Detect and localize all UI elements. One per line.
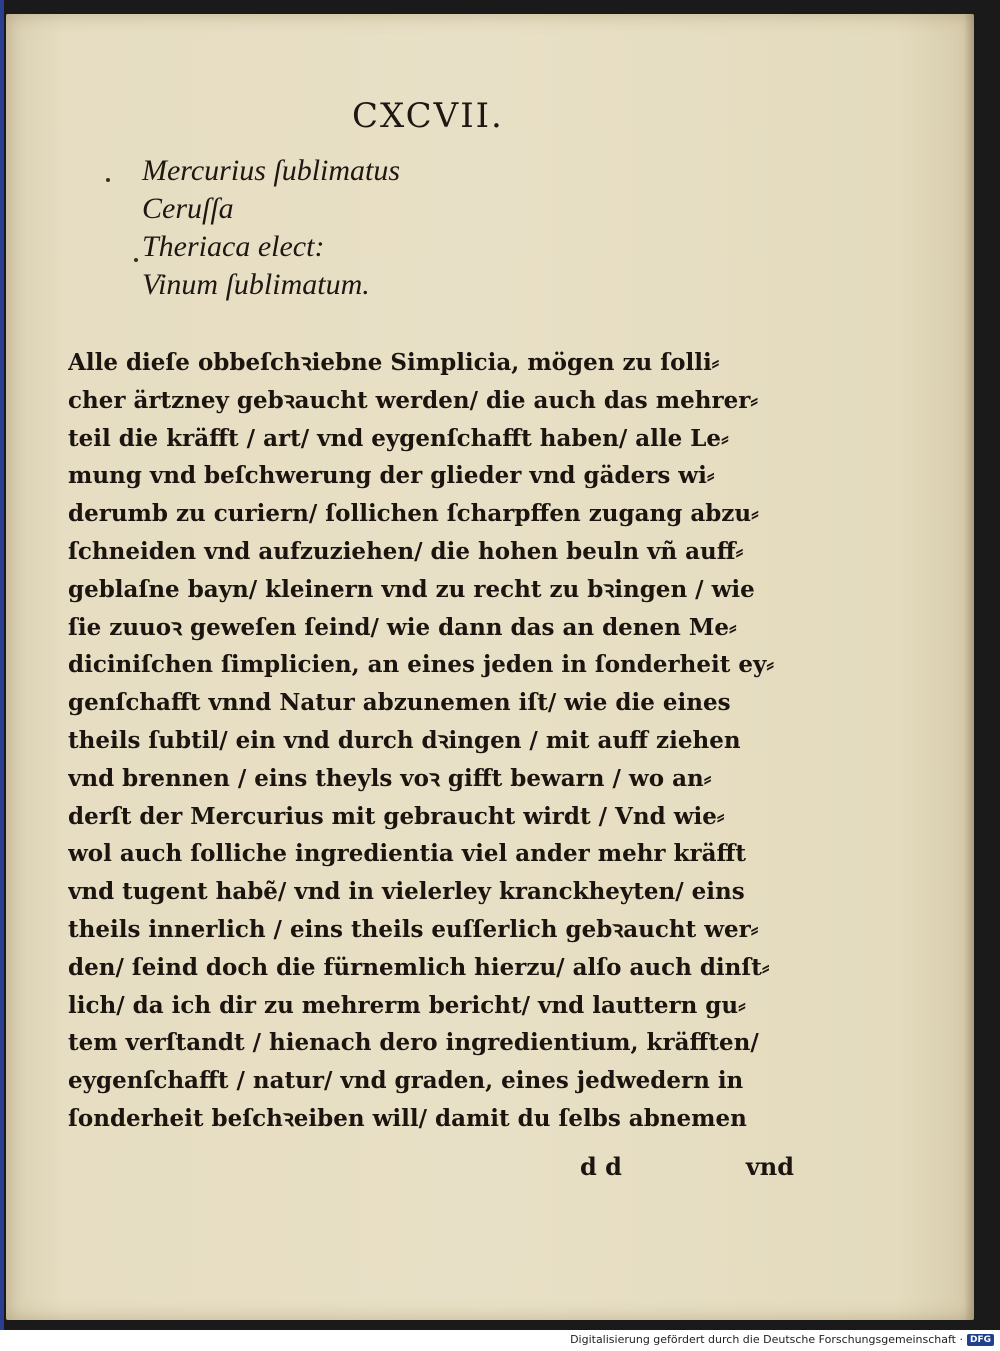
text-line: teil die kräfft / art/ vnd eygenſchafft haben/ alle Le⸗ — [68, 424, 729, 452]
digitization-footer — [570, 1333, 994, 1346]
text-line: mung vnd beſchwerung der glieder vnd gäders wi⸗ — [68, 462, 715, 490]
text-line: tem verſtandt / hienach dero ingredientium, kräfften/ — [68, 1029, 759, 1057]
text-line: diciniſchen ſimplicien, an eines jeden in ſonderheit ey⸗ — [68, 651, 774, 679]
text-line: den/ ſeind doch die fürnemlich hierzu/ alſo auch dinſt⸗ — [68, 953, 770, 981]
ingredient-list — [142, 152, 400, 304]
scan-edge — [0, 0, 4, 1330]
text-line: cher ärtzney gebꝛaucht werden/ die auch das mehrer⸗ — [68, 386, 758, 414]
text-line: ſonderheit beſchꝛeiben will/ damit du ſelbs abnemen — [68, 1104, 747, 1132]
ingredient-item: Vinum ſublimatum. — [142, 268, 370, 301]
text-line: derumb zu curiern/ ſollichen ſcharpffen zugang abzu⸗ — [68, 500, 759, 528]
ingredient-item: Mercurius ſublimatus — [142, 154, 401, 187]
folio-number: CXCVII. — [352, 96, 504, 136]
text-line: lich/ da ich dir zu mehrerm bericht/ vnd lauttern gu⸗ — [68, 991, 746, 1019]
text-line: theils innerlich / eins theils euſſerlich gebꝛaucht wer⸗ — [68, 915, 759, 943]
dfg-logo-icon: DFG — [967, 1334, 994, 1346]
text-line: theils ſubtil/ ein vnd durch dꝛingen / mit auff ziehen — [68, 726, 741, 754]
body-text — [68, 344, 793, 1138]
footer-text: Digitalisierung gefördert durch die Deutsche Forschungsgemeinschaft · — [570, 1333, 963, 1346]
margin-mark — [134, 258, 138, 262]
text-line: geblaſne bayn/ kleinern vnd zu recht zu bꝛingen / wie — [68, 575, 755, 603]
signature-mark: d d — [580, 1152, 622, 1181]
text-line: eygenſchafft / natur/ vnd graden, eines jedwedern in — [68, 1067, 744, 1095]
text-line: genſchafft vnnd Natur abzunemen iſt/ wie die eines — [68, 689, 731, 717]
ingredient-item: Theriaca elect: — [142, 230, 325, 263]
text-line: ſie zuuoꝛ geweſen ſeind/ wie dann das an denen Me⸗ — [68, 613, 737, 641]
margin-mark — [106, 178, 110, 182]
text-line: Alle dieſe obbeſchꝛiebne Simplicia, mögen zu ſolli⸗ — [68, 349, 720, 376]
text-line: derſt der Mercurius mit gebraucht wirdt / Vnd wie⸗ — [68, 802, 725, 830]
ingredient-item: Ceruſſa — [142, 192, 234, 225]
text-line: ſchneiden vnd aufzuziehen/ die hohen beuln vñ auff⸗ — [68, 537, 744, 565]
catchword: vnd — [745, 1152, 794, 1181]
text-line: vnd tugent habẽ/ vnd in vielerley kranckheyten/ eins — [68, 878, 745, 906]
text-line: vnd brennen / eins theyls voꝛ gifft bewarn / wo an⸗ — [68, 764, 712, 792]
text-line: wol auch ſolliche ingredientia viel ander mehr kräfft — [68, 840, 747, 868]
page-edge-shadow — [964, 14, 974, 1320]
